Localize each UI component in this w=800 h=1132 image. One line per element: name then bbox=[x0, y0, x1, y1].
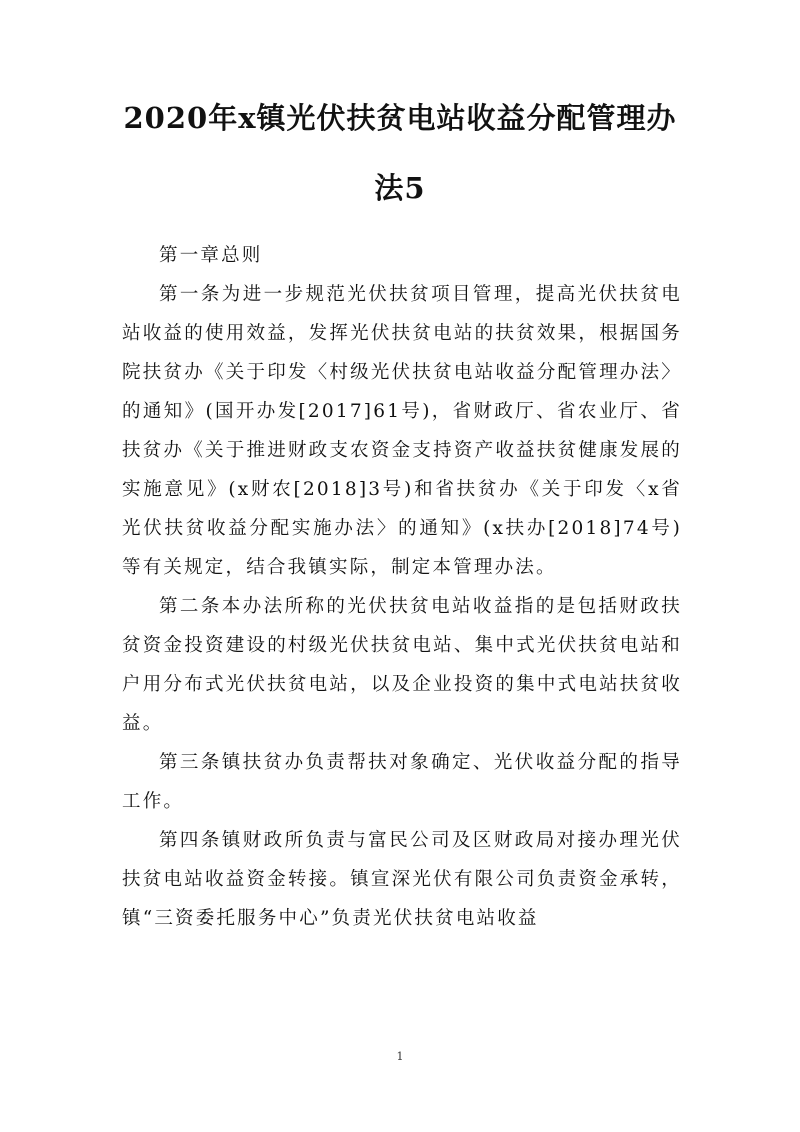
document-body bbox=[122, 236, 682, 938]
article-1-paragraph: 第一条为进一步规范光伏扶贫项目管理，提高光伏扶贫电站收益的使用效益，发挥光伏扶贫电站的扶贫效果，根据国务院扶贫办《关于印发〈村级光伏扶贫电站收益分配管理办法〉的通知》(国开办发[2017]61号)，省财政厅、省农业厅、省扶贫办《关于推进财政支农资金支持资产收益扶贫健康发展的实施意见》(x财农[2018]3号)和省扶贫办《关于印发〈x省光伏扶贫收益分配实施办法〉的通知》(x扶办[2018]74号)等有关规定，结合我镇实际，制定本管理办法。 bbox=[122, 284, 682, 578]
article-2-paragraph: 第二条本办法所称的光伏扶贫电站收益指的是包括财政扶贫资金投资建设的村级光伏扶贫电站、集中式光伏扶贫电站和户用分布式光伏扶贫电站，以及企业投资的集中式电站扶贫收益。 bbox=[122, 596, 682, 734]
page-number: 1 bbox=[396, 1050, 404, 1063]
chapter-heading: 第一章总则 bbox=[159, 245, 263, 266]
article-4-paragraph: 第四条镇财政所负责与富民公司及区财政局对接办理光伏扶贫电站收益资金转接。镇宣深光伏有限公司负责资金承转，镇“三资委托服务中心”负责光伏扶贫电站收益 bbox=[122, 830, 682, 929]
article-3-paragraph: 第三条镇扶贫办负责帮扶对象确定、光伏收益分配的指导工作。 bbox=[122, 752, 682, 812]
document-title-line-1: 2020年x镇光伏扶贫电站收益分配管理办 bbox=[123, 101, 677, 135]
document-title-line-2: 法5 bbox=[374, 171, 426, 205]
